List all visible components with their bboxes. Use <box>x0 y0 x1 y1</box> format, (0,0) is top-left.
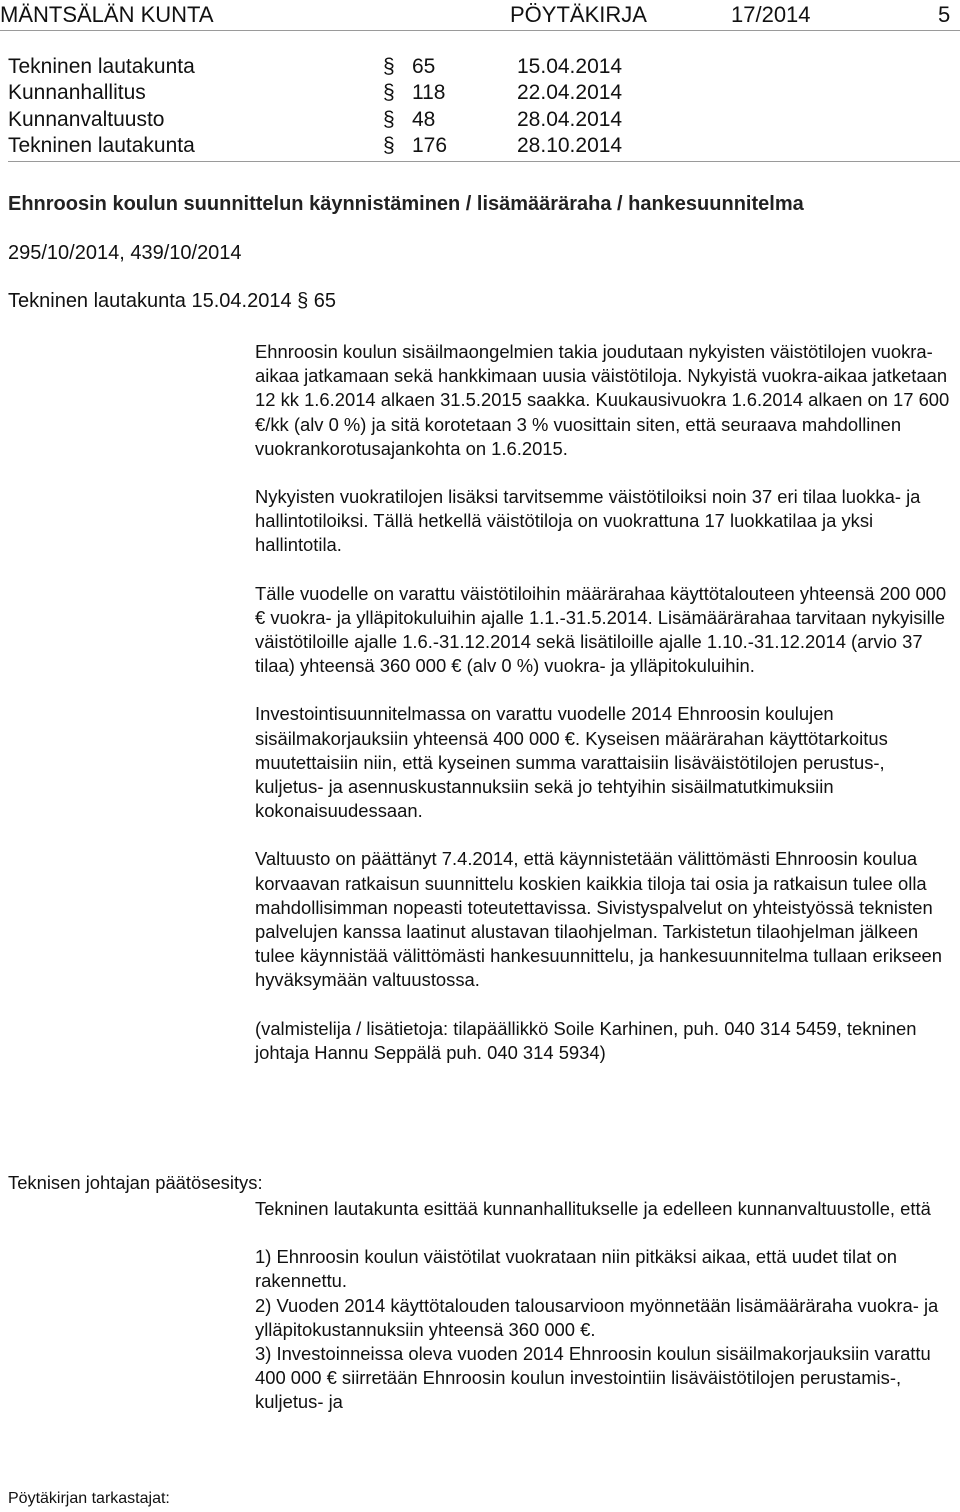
item-description <box>255 340 955 1089</box>
section-sign: § <box>383 55 395 78</box>
paragraph: Tälle vuodelle on varattu väistötiloihin määrärahaa käyttötalouteen yhteensä 200 000 € vuokra- ja ylläpitokuluihin ajalle 1.1.-31.5.2014. Lisämäärärahaa tarvitaan nykyisille väistötiloille ajalle 1.6.-31.12.2014 sekä lisätiloille ajalle 1.10.-31.12.2014 (arvio 37 tilaa) yhteensä 360 000 € (alv 0 %) vuokra- ja ylläpitokuluihin. <box>255 582 947 677</box>
reference-row <box>8 134 960 162</box>
organization-name: MÄNTSÄLÄN KUNTA <box>0 2 214 27</box>
reference-date: 28.04.2014 <box>517 107 623 131</box>
diary-numbers: 295/10/2014, 439/10/2014 <box>8 242 242 264</box>
reference-body: Tekninen lautakunta <box>8 55 195 78</box>
page-number: 5 <box>938 2 951 27</box>
paragraph: Nykyisten vuokratilojen lisäksi tarvitsemme väistötiloiksi noin 37 eri tilaa luokka- ja hallintotiloiksi. Tällä hetkellä väistötiloja on vuokrattuna 17 luokkatilaa ja yksi hallintotila. <box>255 486 921 556</box>
reviewers-label: Pöytäkirjan tarkastajat: <box>8 1490 170 1507</box>
reference-row <box>8 108 960 134</box>
proposal-item: 1) Ehnroosin koulun väistötilat vuokrataan niin pitkäksi aikaa, että uudet tilat on rakennettu. <box>255 1246 898 1292</box>
paragraph: Ehnroosin koulun sisäilmaongelmien takia joudutaan nykyisten väistötilojen vuokra-aikaa jatkamaan sekä hankkimaan uusia väistötiloja. Nykyistä vuokra-aikaa jatketaan 12 kk 1.6.2014 alkaen 31.5.2015 saakka. Kuukausivuokra 1.6.2014 alkaen on 17 600 €/kk (alv 0 %) ja sitä korotetaan 3 % vuosittain siten, että seuraava mahdollinen vuokrankorotusajankohta on 1.6.2015. <box>255 341 950 459</box>
section-sign: § <box>383 81 395 105</box>
document-number: 17/2014 <box>731 2 811 27</box>
reference-date: 22.04.2014 <box>517 81 623 105</box>
decision-proposal <box>255 1197 955 1415</box>
section-sign: § <box>383 134 395 158</box>
reference-section: 65 <box>412 55 436 78</box>
reference-date: 28.10.2014 <box>517 134 623 158</box>
reference-section: 118 <box>412 81 446 105</box>
proposal-item: 3) Investoinneissa oleva vuoden 2014 Ehnroosin koulun sisäilmakorjauksiin varattu 400 000 € siirretään Ehnroosin koulun investointiin lisäväistötilojen perustamis-, kuljetus- ja <box>255 1343 931 1413</box>
reference-section: 176 <box>412 134 448 158</box>
proposal-label: Teknisen johtajan päätösesitys: <box>8 1172 263 1193</box>
section-sign: § <box>383 107 395 131</box>
reference-body: Kunnanvaltuusto <box>8 107 165 131</box>
proposal-intro: Tekninen lautakunta esittää kunnanhallitukselle ja edelleen kunnanvaltuustolle, että <box>255 1198 931 1219</box>
paragraph: (valmistelija / lisätietoja: tilapäällikkö Soile Karhinen, puh. 040 314 5459, tekninen johtaja Hannu Seppälä puh. 040 314 5934) <box>255 1017 917 1063</box>
document-type: PÖYTÄKIRJA <box>510 2 647 27</box>
reference-section: 48 <box>412 107 436 131</box>
reference-body: Kunnanhallitus <box>8 81 146 105</box>
reference-row <box>8 55 960 81</box>
reference-date: 15.04.2014 <box>517 55 623 78</box>
reference-row <box>8 81 960 107</box>
page-header <box>0 0 960 31</box>
agenda-item-title: Ehnroosin koulun suunnittelun käynnistäminen / lisämääräraha / hankesuunnitelma <box>8 193 804 215</box>
reference-body: Tekninen lautakunta <box>8 134 195 158</box>
proposal-item: 2) Vuoden 2014 käyttötalouden talousarvioon myönnetään lisämääräraha vuokra- ja ylläpitokustannuksiin yhteensä 360 000 €. <box>255 1294 939 1340</box>
paragraph: Investointisuunnitelmassa on varattu vuodelle 2014 Ehnroosin koulujen sisäilmakorjauksiin yhteensä 400 000 €. Kyseisen määrärahan käyttötarkoitus muutettaisiin niin, että kyseinen summa varattaisiin lisäväistötilojen perustus-, kuljetus- ja asennuskustannuksiin sekä jo tehtyihin sisäilmatutkimuksiin kokonaisuudessaan. <box>255 703 888 822</box>
meeting-reference-table <box>8 55 960 162</box>
paragraph: Valtuusto on päättänyt 7.4.2014, että käynnistetään välittömästi Ehnroosin koulua korvaavan ratkaisun suunnittelu koskien kaikkia tiloja tai osia ja ratkaisun tulee olla mahdollisimman nopeasti toteutettavissa. Sivistyspalvelut on yhteistyössä teknisten palvelujen kanssa laatinut alustavan tilaohjelman. Tarkistetun tilaohjelman jälkeen tulee käynnistää välittömästi hankesuunnittelu, ja hankesuunnitelma tullaan erikseen hyväksymään valtuustossa. <box>255 848 943 991</box>
meeting-reference: Tekninen lautakunta 15.04.2014 § 65 <box>8 290 337 312</box>
